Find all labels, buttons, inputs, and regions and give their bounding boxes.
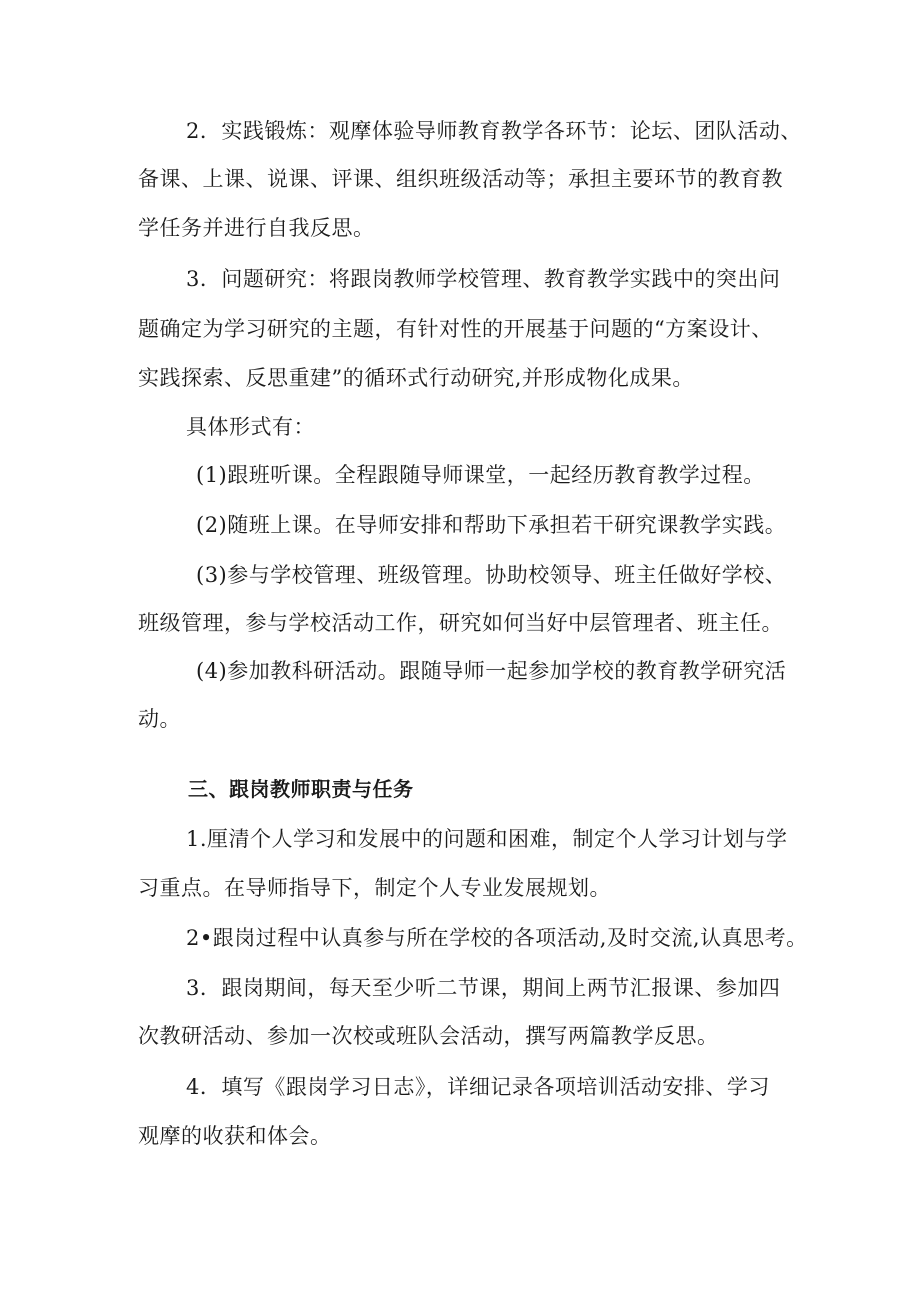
practice-line-2: 备课、上课、说课、评课、组织班级活动等；承担主要环节的教育教 — [138, 167, 783, 191]
form-item-2: (2)随班上课。在导师安排和帮助下承担若干研究课教学实践。 — [196, 513, 787, 537]
duty-1-line-2: 习重点。在导师指导下，制定个人专业发展规划。 — [138, 876, 611, 900]
research-line-3: 实践探索、反思重建”的循环式行动研究,并形成物化成果。 — [138, 366, 694, 390]
section-3-heading: 三、跟岗教师职责与任务 — [188, 777, 414, 801]
duty-3-line-2: 次教研活动、参加一次校或班队会活动，撰写两篇教学反思。 — [138, 1024, 719, 1048]
duty-4-line-2: 观摩的收获和体会。 — [138, 1124, 332, 1148]
duty-3-line-1: 3．跟岗期间，每天至少听二节课，期间上两节汇报课、参加四 — [186, 976, 781, 1000]
duty-4-line-1: 4．填写《跟岗学习日志》，详细记录各项培训活动安排、学习 — [186, 1075, 770, 1099]
form-item-3-line-1: (3)参与学校管理、班级管理。协助校领导、班主任做好学校、 — [196, 563, 787, 587]
duty-1-line-1: 1.厘清个人学习和发展中的问题和困难，制定个人学习计划与学 — [186, 827, 788, 851]
form-item-1: (1)跟班听课。全程跟随导师课堂，一起经历教育教学过程。 — [196, 463, 765, 487]
form-item-4-line-1: (4)参加教科研活动。跟随导师一起参加学校的教育教学研究活 — [196, 659, 787, 683]
research-line-2: 题确定为学习研究的主题，有针对性的开展基于问题的“方案设计、 — [138, 317, 773, 341]
practice-line-1: 2．实践锻炼：观摩体验导师教育教学各环节：论坛、团队活动、 — [186, 119, 802, 143]
research-line-1: 3．问题研究：将跟岗教师学校管理、教育教学实践中的突出问 — [186, 267, 781, 291]
forms-intro: 具体形式有： — [186, 415, 315, 439]
form-item-3-line-2: 班级管理，参与学校活动工作，研究如何当好中层管理者、班主任。 — [138, 611, 783, 635]
form-item-4-line-2: 动。 — [138, 707, 181, 731]
practice-line-3: 学任务并进行自我反思。 — [138, 216, 375, 240]
duty-2: 2•跟岗过程中认真参与所在学校的各项活动,及时交流,认真思考。 — [186, 926, 808, 950]
